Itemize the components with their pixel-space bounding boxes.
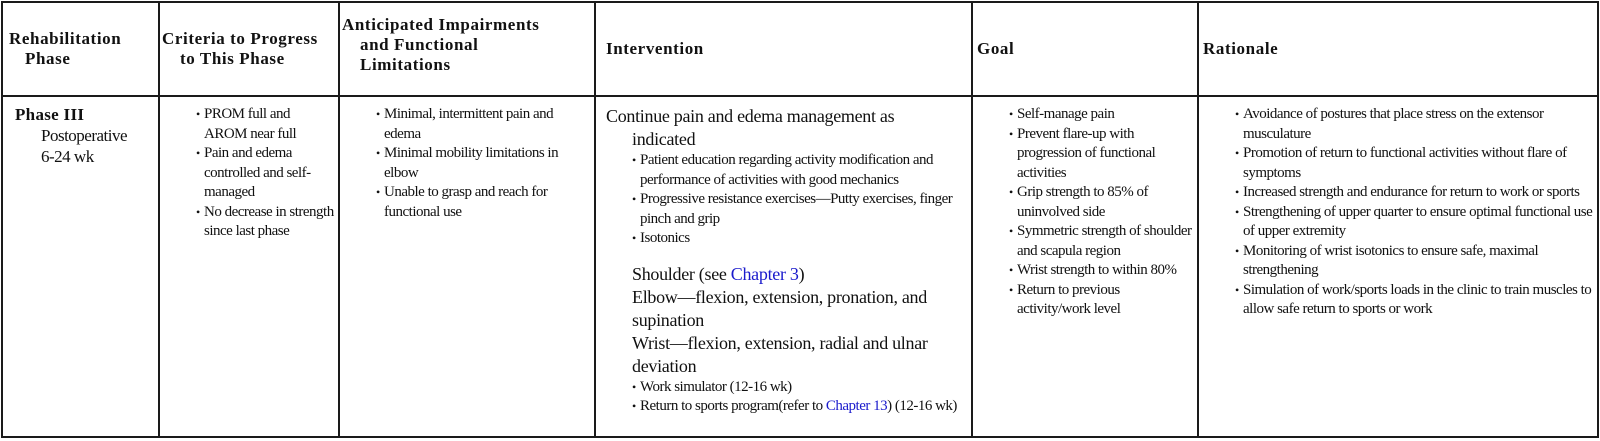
rationale-list xyxy=(1235,105,1593,320)
list-item: • Monitoring of wrist isotonics to ensure safe, maximal strengthening xyxy=(1235,242,1593,281)
list-item: • Increased strength and endurance for return to work or sports xyxy=(1235,183,1593,203)
intervention-list xyxy=(606,151,965,249)
intervention-list-2 xyxy=(606,378,965,417)
list-item: • Simulation of work/sports loads in the clinic to train muscles to allow safe return to sports or work xyxy=(1235,281,1593,320)
header-criteria: Criteria to Progress to This Phase xyxy=(159,2,339,96)
goal-cell xyxy=(972,96,1198,437)
list-item: • Promotion of return to functional activities without flare of symptoms xyxy=(1235,144,1593,183)
list-item: • Wrist strength to within 80% xyxy=(1009,261,1193,281)
list-item: • Prevent flare-up with progression of functional activities xyxy=(1009,125,1193,184)
rationale-cell xyxy=(1198,96,1598,437)
rehab-protocol-table xyxy=(1,1,1599,438)
list-item: • Grip strength to 85% of uninvolved side xyxy=(1009,183,1193,222)
list-item: • PROM full and AROM near full xyxy=(196,105,334,144)
intervention-intro: Continue pain and edema management as xyxy=(606,106,895,126)
goal-list xyxy=(1009,105,1193,320)
chapter-3-link[interactable]: Chapter 3 xyxy=(730,263,799,284)
list-item: • No decrease in strength since last phase xyxy=(196,203,334,242)
intervention-shoulder: Shoulder (see Chapter 3) xyxy=(632,263,805,284)
list-item: • Strengthening of upper quarter to ensure optimal functional use of upper extremity xyxy=(1235,203,1593,242)
list-item: • Isotonics xyxy=(632,229,965,249)
list-item: • Unable to grasp and reach for functional use xyxy=(376,183,590,222)
header-rehabilitation-phase: Rehabilitation Phase xyxy=(2,2,159,96)
header-anticipated-impairments: Anticipated Impairments and Functional Limitations xyxy=(339,2,595,96)
intervention-intro-cont: indicated xyxy=(632,129,696,149)
list-item: • Minimal, intermittent pain and edema xyxy=(376,105,590,144)
header-row xyxy=(2,2,1598,96)
impairments-cell xyxy=(339,96,595,437)
chapter-13-link[interactable]: Chapter 13 xyxy=(825,398,888,414)
table-row xyxy=(2,96,1598,437)
criteria-list xyxy=(196,105,334,242)
intervention-cell xyxy=(595,96,972,437)
list-item: • Return to sports program(refer to Chapter 13) (12-16 wk) xyxy=(632,397,965,417)
list-item: • Avoidance of postures that place stress on the extensor musculature xyxy=(1235,105,1593,144)
list-item: • Patient education regarding activity modification and performance of activities with good mechanics xyxy=(632,151,965,190)
phase-subtitle: Postoperative xyxy=(41,126,128,145)
list-item: • Work simulator (12-16 wk) xyxy=(632,378,965,398)
impairments-list xyxy=(376,105,590,222)
phase-cell xyxy=(2,96,159,437)
header-intervention: Intervention xyxy=(595,2,972,96)
list-item: • Self-manage pain xyxy=(1009,105,1193,125)
list-item: • Progressive resistance exercises—Putty exercises, finger pinch and grip xyxy=(632,190,965,229)
list-item: • Return to previous activity/work level xyxy=(1009,281,1193,320)
phase-title: Phase III xyxy=(15,105,85,124)
list-item: • Minimal mobility limitations in elbow xyxy=(376,144,590,183)
intervention-wrist: Wrist—flexion, extension, radial and ulnar deviation xyxy=(632,332,928,376)
header-rationale: Rationale xyxy=(1198,2,1598,96)
list-item: • Symmetric strength of shoulder and scapula region xyxy=(1009,222,1193,261)
header-goal: Goal xyxy=(972,2,1198,96)
criteria-cell xyxy=(159,96,339,437)
phase-duration: 6-24 wk xyxy=(41,147,94,166)
intervention-elbow: Elbow—flexion, extension, pronation, and supination xyxy=(632,286,927,330)
list-item: • Pain and edema controlled and self-managed xyxy=(196,144,334,203)
